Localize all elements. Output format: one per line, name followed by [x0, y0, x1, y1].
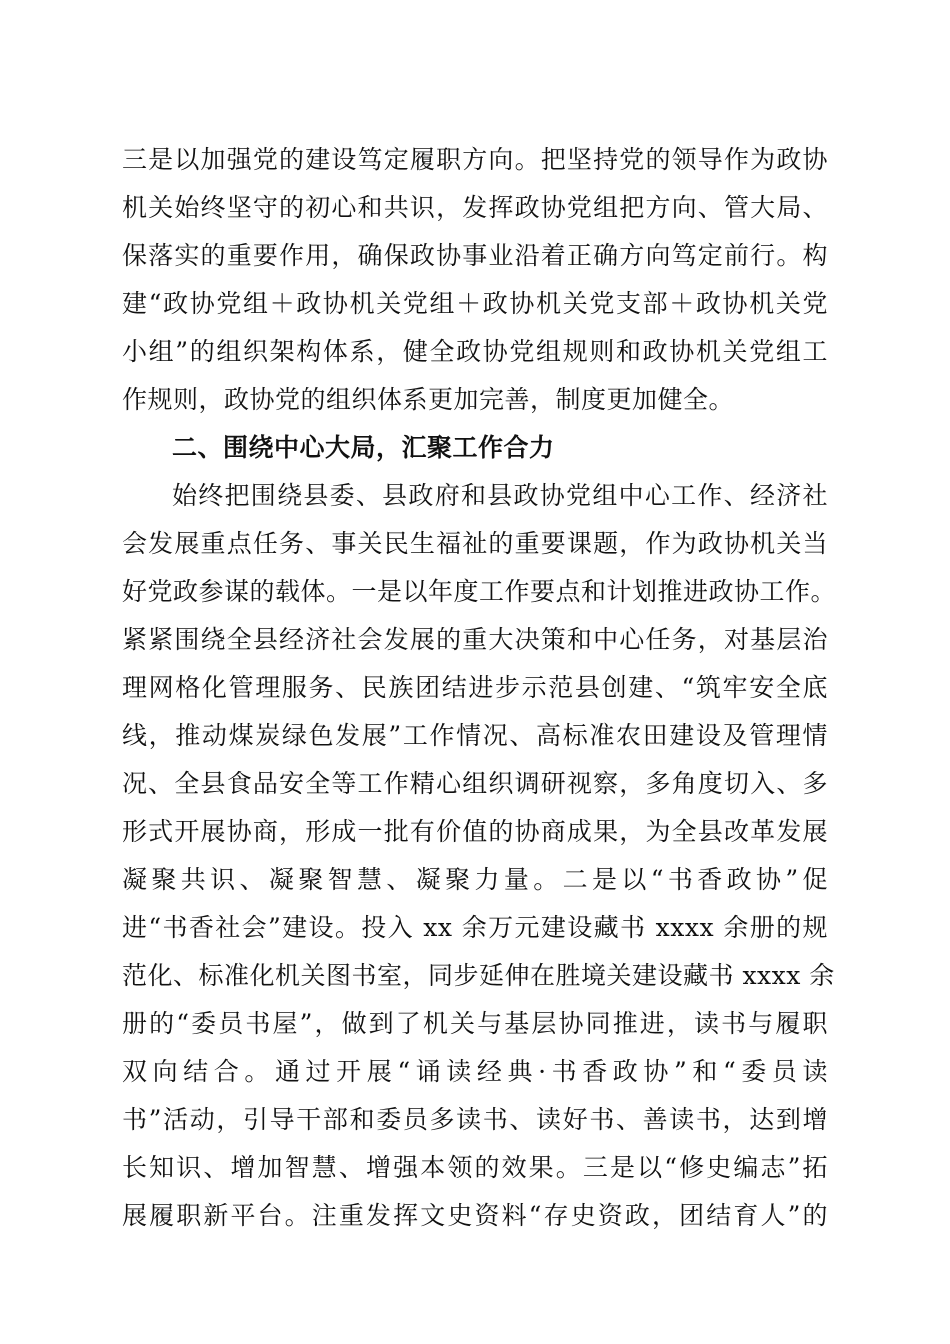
text-line: 进“书香社会”建设。投入 xx 余万元建设藏书 xxxx 余册的规: [122, 913, 828, 942]
text-line: 长知识、增加智慧、增强本领的效果。三是以“修史编志”拓: [122, 1153, 828, 1182]
text-line: 三是以加强党的建设笃定履职方向。把坚持党的领导作为政协: [122, 145, 828, 174]
document-body: [122, 136, 837, 1240]
text-line: 况、全县食品安全等工作精心组织调研视察，多角度切入、多: [122, 769, 828, 798]
text-line: 册的“委员书屋”，做到了机关与基层协同推进，读书与履职: [122, 1009, 828, 1038]
text-line: 始终把围绕县委、县政府和县政协党组中心工作、经济社: [172, 481, 828, 510]
section-heading: 二、围绕中心大局，汇聚工作合力: [172, 433, 555, 462]
text-line: 书”活动，引导干部和委员多读书、读好书、善读书，达到增: [122, 1105, 828, 1134]
text-line: 保落实的重要作用，确保政协事业沿着正确方向笃定前行。构: [122, 241, 828, 270]
text-line: 双向结合。通过开展“诵读经典·书香政协”和“委员读: [122, 1057, 828, 1086]
text-line: 建“政协党组＋政协机关党组＋政协机关党支部＋政协机关党: [122, 289, 828, 318]
text-line: 凝聚共识、凝聚智慧、凝聚力量。二是以“书香政协”促: [122, 865, 828, 894]
text-line: 小组”的组织架构体系，健全政协党组规则和政协机关党组工: [122, 337, 828, 366]
paragraph-central-work: [122, 472, 837, 1240]
text-line: 范化、标准化机关图书室，同步延伸在胜境关建设藏书 xxxx 余: [122, 961, 835, 990]
text-line: 理网格化管理服务、民族团结进步示范县创建、“筑牢安全底: [122, 673, 828, 702]
text-line: 作规则，政协党的组织体系更加完善，制度更加健全。: [122, 385, 735, 414]
paragraph-party-building: [122, 136, 828, 424]
text-line: 好党政参谋的载体。一是以年度工作要点和计划推进政协工作。: [122, 577, 837, 606]
text-line: 紧紧围绕全县经济社会发展的重大决策和中心任务，对基层治: [122, 625, 828, 654]
text-line: 会发展重点任务、事关民生福祉的重要课题，作为政协机关当: [122, 529, 828, 558]
text-line: 展履职新平台。注重发挥文史资料“存史资政，团结育人”的: [122, 1201, 828, 1230]
text-line: 机关始终坚守的初心和共识，发挥政协党组把方向、管大局、: [122, 193, 828, 222]
text-line: 线，推动煤炭绿色发展”工作情况、高标准农田建设及管理情: [122, 721, 828, 750]
text-line: 形式开展协商，形成一批有价值的协商成果，为全县改革发展: [122, 817, 828, 846]
